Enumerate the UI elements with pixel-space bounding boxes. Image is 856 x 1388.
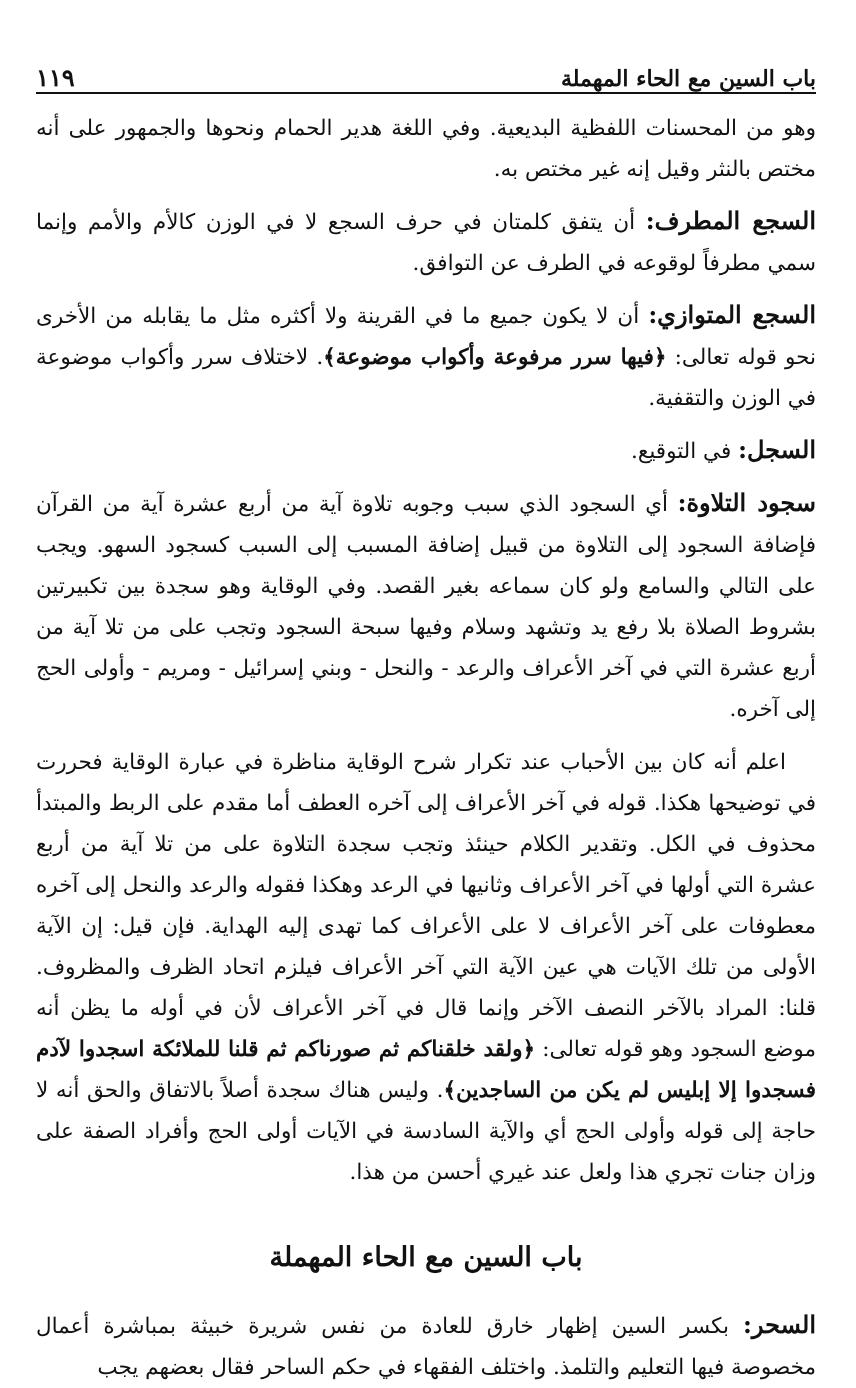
- entry-text: . لاختلاف سرر وأكواب موضوعة في الوزن والتقفية.: [36, 345, 816, 411]
- entry-term: سجود التلاوة:: [677, 488, 817, 517]
- paragraph-saj-definition: [36, 108, 816, 190]
- quran-quote: ﴿ولقد خلقناكم ثم صورناكم ثم قلنا للملائكة اسجدوا لآدم فسجدوا إلا إبليس لم يكن من الساجدين﴾: [36, 1037, 816, 1103]
- entry-term: السجع المتوازي:: [648, 300, 816, 329]
- running-header-title: باب السين مع الحاء المهملة: [560, 66, 816, 92]
- entry-term: السجل:: [738, 435, 816, 464]
- paragraph-discussion: [36, 742, 816, 1193]
- entry-sihr: [36, 1304, 816, 1388]
- running-header: [36, 52, 816, 94]
- page-body: [36, 108, 816, 1388]
- entry-text: أن يتفق كلمتان في حرف السجع لا في الوزن كالأم والأمم وإنما سمي مطرفاً لوقوعه في الطرف عن التوافق.: [36, 210, 816, 276]
- entry-sijill: [36, 429, 816, 472]
- entry-saj-mutawazi: [36, 294, 816, 419]
- entry-text: بكسر السين إظهار خارق للعادة من نفس شريرة خبيثة بمباشرة أعمال مخصوصة فيها التعليم والتلمذ. واختلف الفقهاء في حكم الساحر فقال بعضهم يجب: [36, 1314, 816, 1380]
- entry-term: السجع المطرف:: [645, 206, 816, 235]
- entry-sujud-tilawa: [36, 482, 816, 730]
- paragraph-text: اعلم أنه كان بين الأحباب عند تكرار شرح الوقاية مناظرة في عبارة الوقاية فحررت في توضيحها هكذا. قوله في آخر الأعراف إلى آخره العطف أما مقدم على الربط والمبتدأ محذوف في الكل. وتقدير الكلام حينئذ وتجب سجدة التلاوة على من تلا آية من أربع عشرة التي أولها في آخر الأعراف وثانيها في الرعد وهكذا فقوله والرعد والنحل إلى آخره معطوفات على آخر الأعراف لا على الأعراف كما تهدى إليه الهداية. فإن قيل: إن الآية الأولى من تلك الآيات هي عين الآية التي آخر الأعراف فيلزم اتحاد الظرف والمظروف. قلنا: المراد بالآخر النصف الآخر وإنما قال في آخر الأعراف لأن في أوله ما يظن أنه موضع السجود وهو قوله تعالى:: [36, 750, 817, 1062]
- page-number: ١١٩: [36, 63, 75, 92]
- entry-text: في التوقيع.: [631, 439, 739, 464]
- entry-term: السحر:: [743, 1310, 816, 1339]
- paragraph-text: . وليس هناك سجدة أصلاً بالاتفاق والحق أنه لا حاجة إلى قوله وأولى الحج أي والآية السادسة في الآيات أولى الحج وأفراد الصفة على وزان جنات تجري هذا ولعل عند غيري أحسن من هذا.: [36, 1078, 816, 1185]
- entry-text: أي السجود الذي سبب وجوبه تلاوة آية من أربع عشرة آية من القرآن فإضافة السجود إلى التلاوة من قبيل إضافة المسبب إلى السبب كسجود السهو. ويجب على التالي والسامع ولو كان سماعه بغير القصد. وفي الوقاية وهو سجدة بين تكبيرتين بشروط الصلاة بلا رفع يد وتشهد وسلام وفيها سبحة السجود وتجب على من تلا آية من أربع عشرة التي في آخر الأعراف والرعد - والنحل - وبني إسرائيل - ومريم - وأولى الحج إلى آخره.: [36, 492, 816, 722]
- quran-quote: ﴿فيها سرر مرفوعة وأكواب موضوعة﴾: [323, 345, 667, 370]
- entry-text: أن لا يكون جميع ما في القرينة ولا أكثره مثل ما يقابله من الأخرى نحو قوله تعالى:: [36, 304, 817, 370]
- section-heading: باب السين مع الحاء المهملة: [269, 1242, 583, 1273]
- entry-saj-mutarraf: [36, 200, 816, 284]
- paragraph-text: وهو من المحسنات اللفظية البديعية. وفي اللغة هدير الحمام ونحوها والجمهور على أنه مختص بالنثر وقيل إنه غير مختص به.: [36, 116, 816, 182]
- book-page: [36, 52, 817, 1380]
